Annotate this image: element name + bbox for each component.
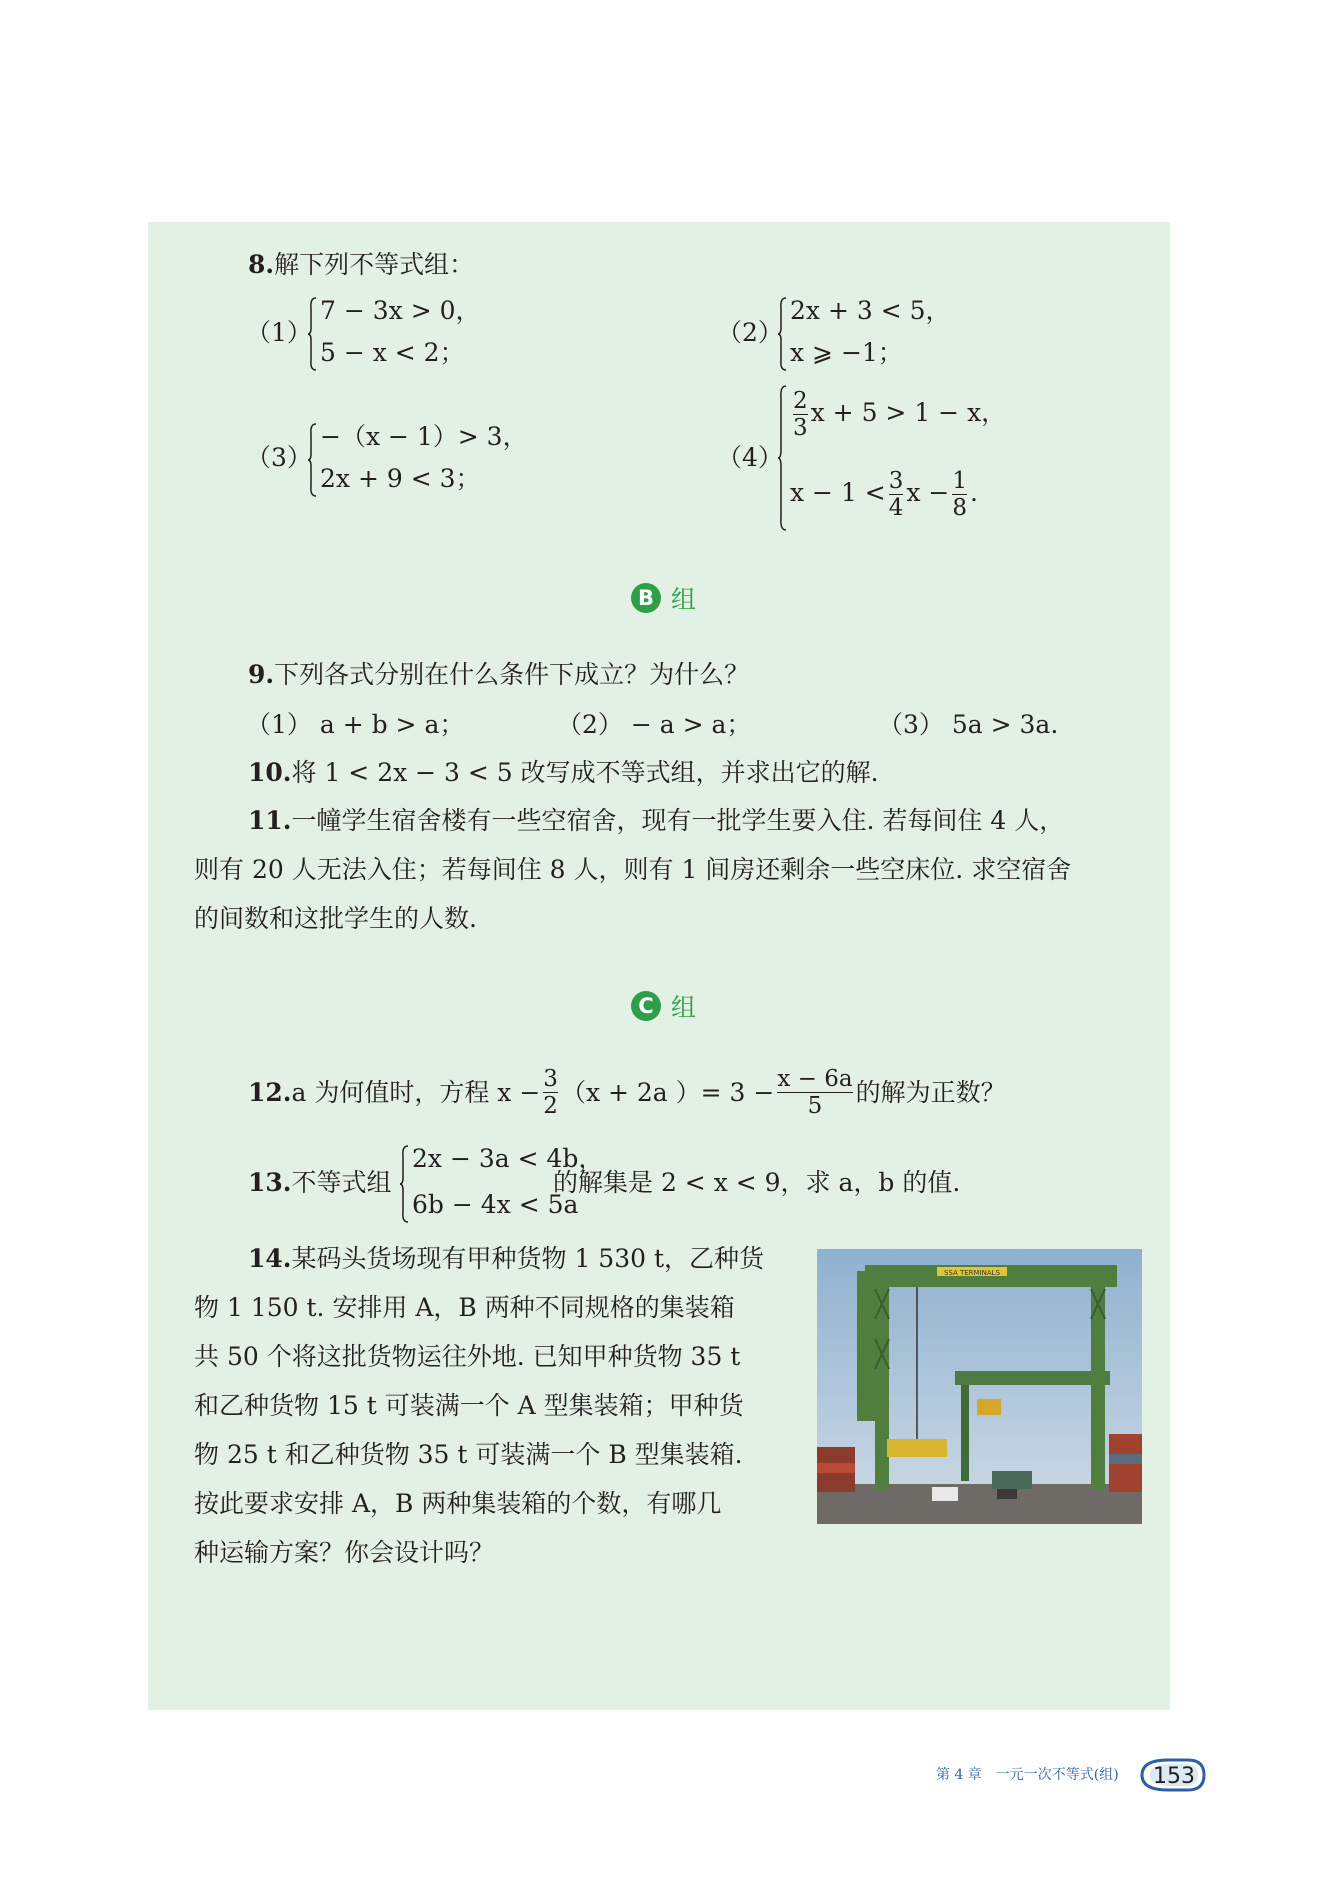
q8-part3-system bbox=[308, 422, 528, 502]
question-14-line6: 按此要求安排 A，B 两种集装箱的个数，有哪几 bbox=[194, 1489, 722, 1518]
question-14-line2: 物 1 150 t. 安排用 A，B 两种不同规格的集装箱 bbox=[194, 1293, 735, 1322]
question-14-line1: 14.某码头货场现有甲种货物 1 530 t，乙种货 bbox=[248, 1244, 765, 1273]
q8-part2-system bbox=[778, 296, 978, 376]
inequality-line: −（x − 1）> 3， bbox=[320, 422, 528, 451]
question-9: 9.下列各式分别在什么条件下成立？为什么？ bbox=[248, 660, 750, 689]
question-11-line2: 则有 20 人无法入住；若每间住 8 人，则有 1 间房还剩余一些空床位. 求空宿舍 bbox=[194, 855, 1072, 884]
fraction: $\frac{3}{4}$ bbox=[888, 468, 904, 521]
question-14-line4: 和乙种货物 15 t 可装满一个 A 型集装箱；甲种货 bbox=[194, 1391, 744, 1420]
fraction: $\frac{3}{2}$ bbox=[543, 1066, 558, 1119]
brace-icon bbox=[400, 1144, 408, 1224]
question-14-line3: 共 50 个将这批货物运往外地. 已知甲种货物 35 t bbox=[194, 1342, 741, 1371]
q9-part1: （1） a + b > a； bbox=[246, 710, 465, 739]
brace-icon bbox=[308, 296, 316, 372]
group-label: 组 bbox=[671, 585, 697, 614]
inequality-line: 2x + 3 < 5， bbox=[790, 296, 951, 325]
question-11-line3: 的间数和这批学生的人数. bbox=[194, 904, 477, 933]
inequality-line: 6b − 4x < 5a bbox=[412, 1190, 579, 1219]
q8-part4-label: （4） bbox=[717, 443, 783, 472]
fraction: $\frac{x - 6a}{5}$ bbox=[777, 1066, 853, 1119]
question-13-tail: 的解集是 2 < x < 9，求 a，b 的值. bbox=[553, 1168, 961, 1197]
q8-part1-label: （1） bbox=[246, 318, 312, 347]
crane-sign-text: SSA TERMINALS bbox=[943, 1269, 1001, 1277]
inequality-line: 5 − x < 2； bbox=[320, 338, 465, 367]
inequality-line: x − 1 < $\frac{3}{4}$ x − $\frac{1}{8}$ . bbox=[790, 468, 978, 521]
q8-part4-system bbox=[778, 384, 1008, 534]
brace-icon bbox=[778, 384, 786, 532]
inequality-line: $\frac{2}{3}$ x + 5 > 1 − x， bbox=[793, 388, 1007, 441]
group-b-heading bbox=[631, 580, 696, 616]
brace-icon bbox=[778, 296, 786, 372]
inequality-line: 7 − 3x > 0， bbox=[320, 296, 481, 325]
group-b-badge-icon: B bbox=[631, 583, 661, 613]
question-10: 10.将 1 < 2x − 3 < 5 改写成不等式组，并求出它的解. bbox=[248, 758, 879, 787]
fraction: $\frac{1}{8}$ bbox=[952, 468, 968, 521]
q8-part3-label: （3） bbox=[246, 443, 312, 472]
question-11-line1: 11.一幢学生宿舍楼有一些空宿舍，现有一批学生要入住. 若每间住 4 人， bbox=[248, 806, 1065, 835]
q8-part1-system bbox=[308, 296, 508, 376]
q13-system bbox=[400, 1144, 604, 1224]
question-14-line7: 种运输方案？你会设计吗？ bbox=[194, 1538, 495, 1567]
chapter-footer: 第 4 章 一元一次不等式(组) bbox=[936, 1767, 1119, 1783]
question-13-lead: 13.不等式组 bbox=[248, 1168, 392, 1197]
page-number: 153 bbox=[1153, 1764, 1195, 1789]
question-12: 12. a 为何值时，方程 x − $\frac{3}{2}$ （x + 2a ）= 3 − $\frac{x - 6a}{5}$ 的解为正数？ bbox=[248, 1066, 1006, 1119]
question-8: 8.解下列不等式组： bbox=[248, 250, 475, 279]
inequality-line: 2x − 3a < 4b， bbox=[412, 1144, 604, 1173]
q9-part2: （2） − a > a； bbox=[557, 710, 752, 739]
q8-part2-label: （2） bbox=[717, 318, 783, 347]
fraction: $\frac{2}{3}$ bbox=[793, 388, 808, 441]
brace-icon bbox=[308, 422, 316, 498]
inequality-line: 2x + 9 < 3； bbox=[320, 464, 481, 493]
page-number-badge bbox=[1138, 1756, 1208, 1794]
group-c-heading bbox=[631, 988, 696, 1024]
inequality-line: x ⩾ −1； bbox=[790, 338, 903, 367]
group-c-badge-icon: C bbox=[631, 991, 661, 1021]
question-14-line5: 物 25 t 和乙种货物 35 t 可装满一个 B 型集装箱. bbox=[194, 1440, 743, 1469]
q9-part3: （3） 5a > 3a. bbox=[878, 710, 1059, 739]
port-crane-photo bbox=[817, 1249, 1142, 1524]
group-label: 组 bbox=[671, 993, 697, 1022]
